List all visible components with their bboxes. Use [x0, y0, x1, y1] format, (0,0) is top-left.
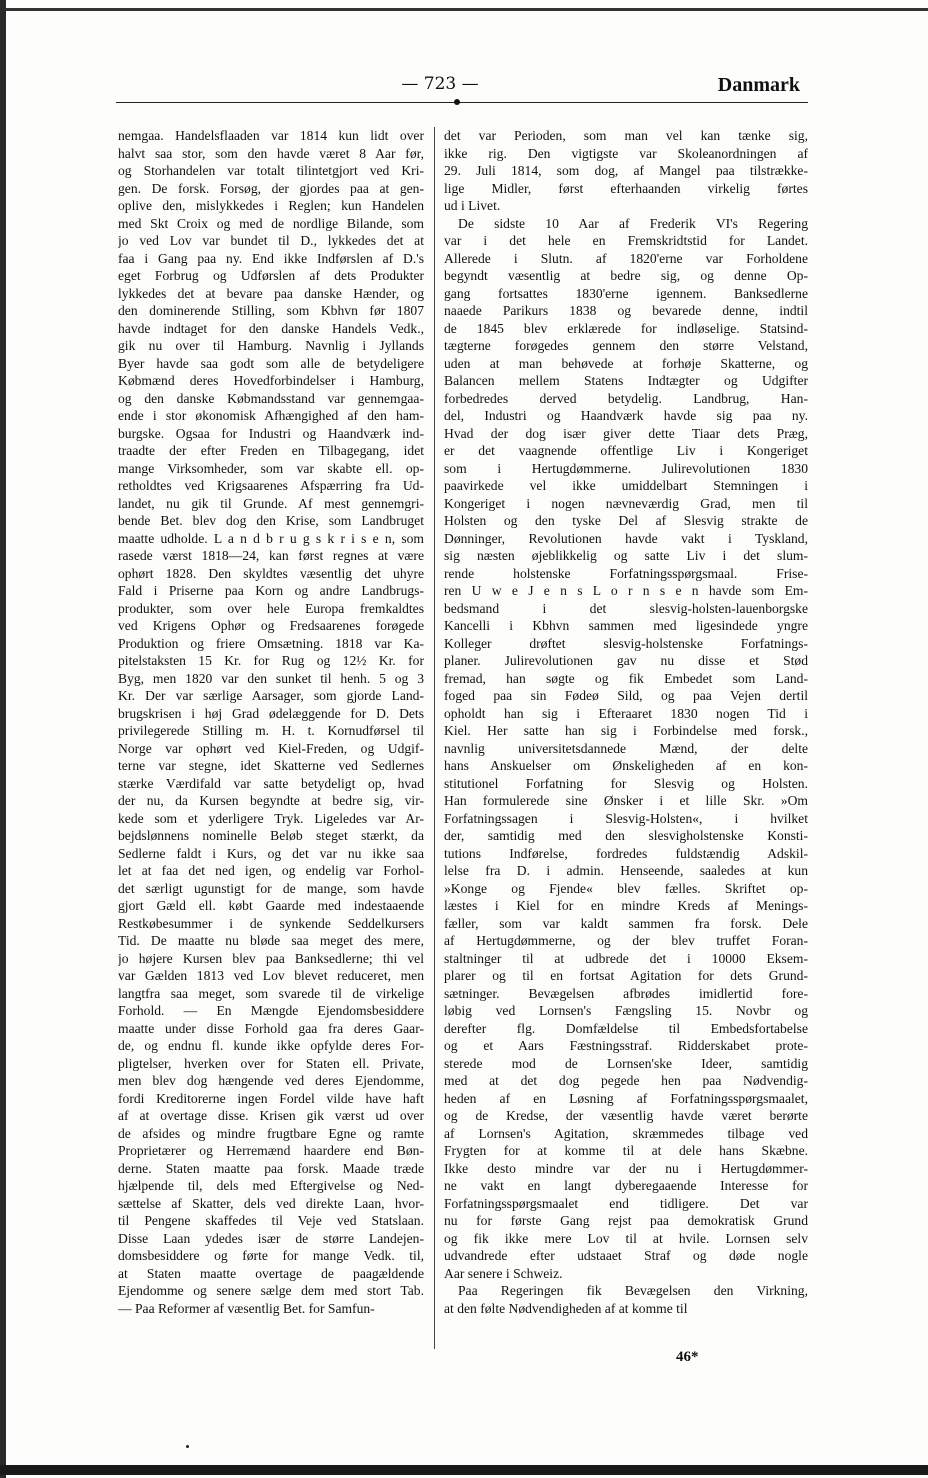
- text-line: Balancen mellem Statens Indtægter og Udgifter: [444, 373, 808, 388]
- text-line: jo ved Lov var bundet til D., lykkedes det at: [118, 233, 424, 248]
- text-line: Disse Laan ydedes især de større Landejen-: [118, 1230, 424, 1246]
- text-line: af at overtage disse. Krisen gik værst ud over: [118, 1108, 424, 1123]
- text-line: pligtelser, hverken over for Staten ell. Private,: [118, 1055, 424, 1071]
- text-line: ved Krigens Ophør og Fredsaarenes forøgede: [118, 618, 424, 633]
- text-line: Produktion og friere Omsætning. 1818 var Ka-: [118, 635, 424, 651]
- text-line: Byg, men 1820 var den sunket til henh. 5 og 3: [118, 670, 424, 686]
- text-line: navnlig universitetsdannede Mænd, der delte: [444, 740, 808, 756]
- text-line: bende Bet. blev dog den Krise, som Landbruget: [118, 513, 424, 528]
- text-line: mange Virksomheder, som var skabte ell. op-: [118, 460, 424, 476]
- text-line: gang fortsattes 1830'erne igennem. Banksedlerne: [444, 285, 808, 301]
- text-line: af Hertugdømmerne, og der blev truffet Foran-: [444, 933, 808, 948]
- text-line: rasede værst 1818—24, kan først regnes at være: [118, 548, 424, 563]
- text-line: bejdslønnens nominelle Beløb steget stærkt, da: [118, 828, 424, 843]
- text-line: ophørt 1828. Den skyldtes væsentlig det uhyre: [118, 565, 424, 581]
- text-line: burgske. Ogsaa for Industri og Haandværk ind-: [118, 425, 424, 441]
- text-line: Frygten for at komme til at dele hans Skæbne.: [444, 1143, 808, 1158]
- text-line: Kongeriget i nogen nævneværdig Grad, men til: [444, 495, 808, 511]
- text-line: Byer havde saa godt som alle de betydeligere: [118, 355, 424, 371]
- text-line: maatte udholde. L a n d b r u g s k r i s e n, som: [118, 530, 424, 546]
- text-line: af Lornsen's Agitation, skræmmedes tilbage ved: [444, 1125, 808, 1141]
- text-line: ren U w e J e n s L o r n s e n havde som Em-: [444, 583, 808, 598]
- text-line: men blev dog hængende ved deres Ejendomme,: [118, 1073, 424, 1088]
- text-line: Allerede i Slutn. af 1820'erne var Forholdene: [444, 250, 808, 266]
- header-rule: [116, 102, 808, 103]
- text-line: sættelse af Skatter, dels ved direkte Laan, hvor-: [118, 1195, 424, 1211]
- text-line: De sidste 10 Aar af Frederik VI's Regering: [458, 215, 808, 231]
- text-line: Proprietærer og Herremænd haardere end Bøn-: [118, 1143, 424, 1158]
- text-line: Ejendomme og senere sælge dem med stort Tab.: [118, 1283, 424, 1298]
- text-line: stærke Værdifald var satte betydeligt op, hvad: [118, 775, 424, 791]
- text-line: at Staten maatte overtage de paagældende: [118, 1265, 424, 1281]
- text-line: gjort Gæld ell. købt Gaarde med indestaaende: [118, 898, 424, 913]
- text-line: der nu, da Kursen begyndte at bedre sig, vir-: [118, 793, 424, 808]
- text-line: med Skt Croix og med de nordlige Bilande, som: [118, 215, 424, 231]
- text-line: naaede Parikurs 1838 og bevarede denne, indtil: [444, 303, 808, 318]
- text-line: Sedlerne faldt i Kurs, og det var nu ikke saa: [118, 845, 424, 861]
- text-line: med at det dog pegede hen paa Nødvendig-: [444, 1073, 808, 1088]
- text-line: gen. De forsk. Forsøg, der gjordes paa at gen-: [118, 180, 424, 196]
- text-line: fordi Kreditorerne ingen Fordel vilde have haft: [118, 1090, 424, 1106]
- text-line: nemgaa. Handelsflaaden var 1814 kun lidt over: [118, 128, 424, 143]
- text-line: begyndt væsentlig at bedre sig, og denne Op-: [444, 268, 808, 283]
- text-line: derefter flg. Domfældelse til Embedsfortabelse: [444, 1020, 808, 1036]
- text-line: Paa Regeringen fik Bevægelsen den Virkning,: [458, 1283, 808, 1298]
- text-line: Tid. De maatte nu bløde saa meget des mere,: [118, 933, 424, 948]
- header-rule-ornament: [454, 99, 460, 105]
- text-line: Kiel. Her satte han sig i Forbindelse med forsk.,: [444, 723, 808, 738]
- text-line: landet, nu gik til Grunde. Af mest gennemgri-: [118, 495, 424, 511]
- text-line: let at faa det ned igen, og endelig var Forhol-: [118, 863, 424, 878]
- text-line: Kancelli i Kbhvn sammen med ligesindede yngre: [444, 618, 808, 633]
- text-line: ud i Livet.: [444, 198, 501, 213]
- text-line: ikke rig. Den vigtigste var Skoleanordningen af: [444, 145, 808, 161]
- text-line: sterede mod de Lornsen'ske Ideer, samtidig: [444, 1055, 808, 1071]
- text-line: Fald i Priserne paa Korn og andre Landbrugs-: [118, 583, 424, 598]
- text-line: lige Midler, først efterhaanden virkelig førtes: [444, 180, 808, 196]
- text-line: langtfra saa meget, som svarede til de virkelige: [118, 985, 424, 1001]
- text-line: det var Perioden, som man vel kan tænke sig,: [444, 128, 808, 143]
- text-line: er det vaagnende offentlige Liv i Kongeriget: [444, 443, 808, 458]
- text-line: var i det hele en Fremskridtstid for Landet.: [444, 233, 808, 248]
- text-line: Ikke desto mindre var der nu i Hertugdømmer-: [444, 1160, 808, 1176]
- scan-top-edge: [0, 8, 928, 11]
- text-line: »Konge og Fjende« blev fælles. Skriftet op-: [444, 880, 808, 896]
- text-line: Han formulerede sine Ønsker i et lille Skr. »Om: [444, 793, 808, 808]
- text-line: 29. Juli 1814, som dog, af Mangel paa tilstrække-: [444, 163, 808, 178]
- text-line: kede som et yderligere Tryk. Ligeledes var Ar-: [118, 810, 424, 826]
- text-line: hans Anskuelser om Ønskeligheden af en kon-: [444, 758, 808, 773]
- text-line: udvandrede efter udstaaet Straf og døde nogle: [444, 1248, 808, 1263]
- text-line: lelse fra D. i admin. Henseende, saaledes at kun: [444, 863, 808, 878]
- text-line: havde indtaget for den danske Handels Vedk.,: [118, 320, 424, 336]
- text-line: Forfatningssagen i Slesvig-Holsten«, i hvilket: [444, 810, 808, 826]
- text-line: var Gælden 1813 ved Lov blevet reduceret, men: [118, 968, 424, 983]
- text-line: og de Kredse, der væsentlig havde været berørte: [444, 1108, 808, 1123]
- text-line: bedsmand i det slesvig-holsten-lauenborgske: [444, 600, 808, 616]
- text-line: plarer og til en fortsat Agitation for dets Grund-: [444, 968, 808, 983]
- text-line: der, samtidig med den slesvigholstenske Konsti-: [444, 828, 808, 843]
- text-line: halvt saa stor, som den havde været 8 Aar før,: [118, 145, 424, 161]
- text-line: og Storhandelen var totalt tilintetgjort ved Kri-: [118, 163, 424, 178]
- text-line: uden at man behøvede at forhøje Skatterne, og: [444, 355, 808, 371]
- text-line: paavirkede vel ikke umiddelbart Stemningen i: [444, 478, 808, 493]
- text-line: Forfatningsspørgsmaalet end tidligere. Det var: [444, 1195, 808, 1211]
- column-divider: [434, 127, 435, 1349]
- text-line: løbig ved Lornsen's Fængsling 15. Novbr og: [444, 1003, 808, 1018]
- text-line: gik nu over til Hamburg. Navnlig i Jyllands: [118, 338, 424, 353]
- text-line: stitutionel Forfatning for Slesvig og Holsten.: [444, 775, 808, 791]
- text-line: maatte under disse Forhold gaa fra deres Gaar-: [118, 1020, 424, 1036]
- text-line: til Pengene skaffedes til Veje ved Statslaan.: [118, 1213, 424, 1228]
- text-line: traadte der efter Freden en Tilbagegang, idet: [118, 443, 424, 458]
- left-text-column: [118, 127, 424, 1357]
- text-line: Aar senere i Schweiz.: [444, 1265, 563, 1281]
- scan-speck: [186, 1445, 189, 1448]
- text-line: Norge var ophørt ved Kiel-Freden, og Udgif-: [118, 740, 424, 756]
- text-line: tutions Indførelse, fordredes fuldstændig Adskil-: [444, 845, 808, 861]
- text-line: og fik ikke mere Lov til at hvile. Lornsen selv: [444, 1230, 808, 1246]
- text-line: privilegerede Stilling m. H. t. Kornudførsel til: [118, 723, 424, 738]
- text-line: Hvad der dog især giver dette Tiaar dets Præg,: [444, 425, 808, 441]
- text-line: og den danske Købmandsstand var gennemgaa-: [118, 390, 424, 406]
- text-line: sig næsten øjeblikkelig og satte Liv i det slum-: [444, 548, 808, 563]
- text-line: terne var stegne, idet Skatterne ved Sedlernes: [118, 758, 424, 773]
- text-line: de 1845 blev erklærede for indløselige. Statsind-: [444, 320, 808, 336]
- text-line: forbedredes derved betydelig. Landbrug, Han-: [444, 390, 808, 406]
- text-line: Restkøbesummer i de synkende Seddelkursers: [118, 915, 424, 931]
- text-line: de afsides og mindre frugtbare Egne og ramte: [118, 1125, 424, 1141]
- right-text-column: [444, 127, 808, 1357]
- text-line: pitelstaksten 15 Kr. for Rug og 12½ Kr. for: [118, 653, 424, 668]
- page-number: — 723 —: [401, 74, 479, 94]
- text-line: nu for første Gang rejst paa demokratisk Grund: [444, 1213, 808, 1228]
- text-line: rende holstenske Forfatningsspørgsmaal. Frise-: [444, 565, 808, 581]
- text-line: at den følte Nødvendigheden af at komme til: [444, 1300, 688, 1316]
- text-line: og et Aars Fæstningsstraf. Ridderskabet prote-: [444, 1038, 808, 1053]
- scan-left-edge: [0, 0, 6, 1478]
- text-line: Kr. Der var særlige Aarsager, som gjorde Land-: [118, 688, 424, 703]
- text-line: som i Hertugdømmerne. Julirevolutionen 1830: [444, 460, 808, 476]
- text-line: planer. Julirevolutionen gav nu disse et Stød: [444, 653, 808, 668]
- text-line: det særligt ugunstigt for de mange, som havde: [118, 880, 424, 896]
- text-line: de, og endnu fl. kunde ikke opfylde deres For-: [118, 1038, 424, 1053]
- text-line: brugskrisen i høj Grad ødelæggende for D. Dets: [118, 705, 424, 721]
- text-line: foged paa sin Fødeø Sild, og paa Vejen dertil: [444, 688, 808, 703]
- text-line: oplive den, mislykkedes i Reglen; kun Handelen: [118, 198, 424, 213]
- text-line: Holsten og den tyske Del af Slesvig strakte de: [444, 513, 808, 528]
- text-line: den dominerende Stilling, som Kbhvn før 1807: [118, 303, 424, 318]
- text-line: sætninger. Bevægelsen afbrødes imidlertid fore-: [444, 985, 808, 1001]
- text-line: Kolleger drøftet slesvig-holstenske Forfatnings-: [444, 635, 808, 651]
- section-title: Danmark: [717, 74, 800, 96]
- text-line: fremad, han søgte og fik Embedet som Land-: [444, 670, 808, 686]
- text-line: — Paa Reformer af væsentlig Bet. for Samfun-: [118, 1300, 375, 1316]
- scan-bottom-edge: [0, 1465, 928, 1475]
- text-line: lykkedes det at bevare paa danske Hænder, og: [118, 285, 424, 301]
- text-line: domsbesiddere og førte for mange Vedk. til,: [118, 1248, 424, 1263]
- text-line: staltninger til at udbrede det i 10000 Eksem-: [444, 950, 808, 966]
- text-line: ende i stor økonomisk Afhængighed af den ham-: [118, 408, 424, 423]
- text-line: Købmænd deres Hovedforbindelser i Hamburg,: [118, 373, 424, 388]
- text-line: eget Forbrug og Udførslen af dets Produkter: [118, 268, 424, 283]
- text-line: produkter, som over hele Europa fremkaldtes: [118, 600, 424, 616]
- sheet-signature: 46*: [676, 1349, 699, 1365]
- text-line: Forhold. — En Mængde Ejendomsbesiddere: [118, 1003, 424, 1018]
- text-line: del, Industri og Haandværk havde sig paa ny.: [444, 408, 808, 423]
- text-line: opholdt han sig i Efteraaret 1830 nogen Tid i: [444, 705, 808, 721]
- text-line: heden af en Løsning af Forfatningsspørgsmaalet,: [444, 1090, 808, 1106]
- text-line: Dønninger, Revolutionen havde vakt i Tyskland,: [444, 530, 808, 546]
- running-header: [118, 74, 808, 100]
- text-line: retholdtes ved Krigsaarenes Afspærring fra Ud-: [118, 478, 424, 493]
- text-line: faa i Gang paa ny. End ikke Indførslen af D.'s: [118, 250, 424, 266]
- text-line: jo højere Kursen blev paa Banksedlerne; thi vel: [118, 950, 424, 966]
- text-line: tægterne forøgedes gennem den større Velstand,: [444, 338, 808, 353]
- text-line: læstes i Kiel for en mindre Kreds af Menings-: [444, 898, 808, 913]
- text-line: hjælpende til, dels med Eftergivelse og Ned-: [118, 1178, 424, 1193]
- text-line: fæller, som var kaldt sammen fra forsk. Dele: [444, 915, 808, 931]
- text-line: derne. Staten maatte paa forsk. Maade træde: [118, 1160, 424, 1176]
- text-line: ne vakt en langt dyberegaaende Interesse for: [444, 1178, 808, 1193]
